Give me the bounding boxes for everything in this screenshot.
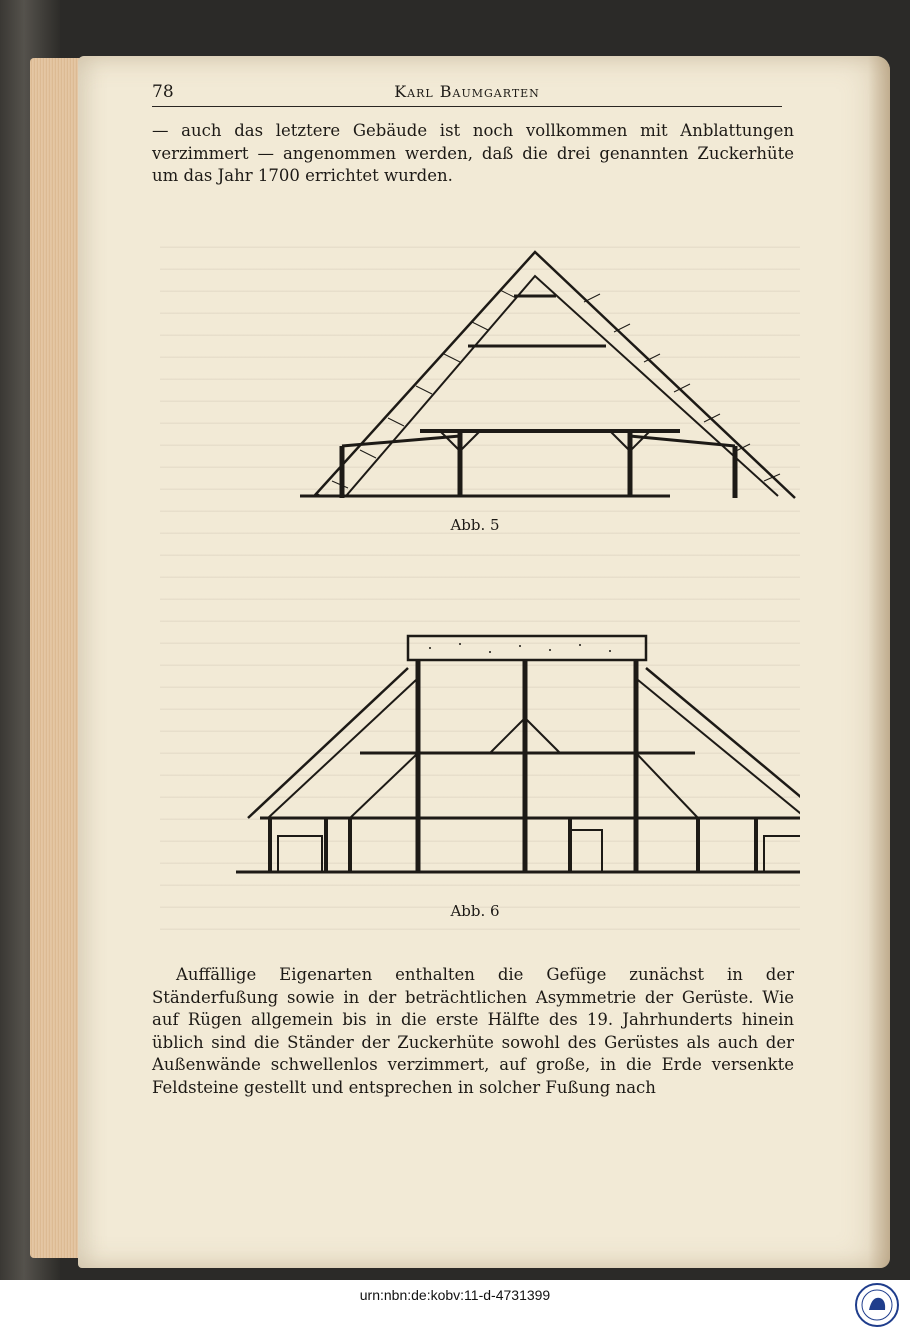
brace-6a: [350, 753, 418, 818]
ridge-box: [408, 636, 646, 660]
university-seal-icon: [852, 1280, 902, 1330]
figure-6-caption: Abb. 6: [450, 902, 500, 920]
door-left: [278, 836, 322, 872]
roof-outline: [316, 252, 795, 498]
urn-identifier: urn:nbn:de:kobv:11-d-4731399: [359, 1287, 551, 1303]
thatch-right: [584, 294, 780, 481]
paragraph-bottom: Auffällige Eigenarten enthalten die Gefüge zunächst in der Ständerfußung sowie in der beträchtlichen Asymmetrie der Gerüste. Wie auf Rügen allgemein bis in die erste Hälfte des 19. Jahrhunderts hinein üblich sind die Ständer der Zuckerhüte sowohl des Gerüstes als auch der Außenwände schwellenlos verzimmert, auf große, in die Erde versenkte Feldsteine gestellt und entsprechen in solcher Fußung nach: [152, 965, 794, 1097]
lean-to-left: [342, 436, 460, 446]
ridge-stipple: [429, 643, 611, 653]
brace-1: [440, 431, 460, 451]
thatch-left: [332, 290, 516, 488]
figure-5-drawing: [150, 196, 800, 526]
page-number: 78: [152, 82, 174, 102]
roof-left-outer: [248, 668, 408, 818]
roof-left-inner: [268, 680, 416, 818]
brace-3: [610, 431, 630, 451]
page-curl-shadow: [868, 56, 890, 1268]
brace-2: [460, 431, 480, 451]
figure-5-caption: Abb. 5: [450, 516, 500, 534]
door-middle: [570, 830, 602, 872]
roof-inner: [346, 276, 778, 496]
lean-to-right: [630, 436, 735, 446]
brace-4: [630, 431, 650, 451]
door-right: [764, 836, 800, 872]
figure-6-drawing: [150, 568, 800, 898]
roof-right-inner: [638, 680, 800, 818]
brace-6d: [525, 718, 560, 753]
brace-6b: [636, 753, 698, 818]
paragraph-top: — auch das letztere Gebäude ist noch vollkommen mit Anblattungen verzimmert — angenommen werden, daß die drei genannten Zuckerhüte um das Jahr 1700 errichtet wurden.: [152, 121, 794, 185]
running-head: Karl Baumgarten: [394, 82, 540, 101]
roof-right-outer: [646, 668, 800, 818]
brace-6c: [490, 718, 525, 753]
page-header: [152, 82, 782, 107]
